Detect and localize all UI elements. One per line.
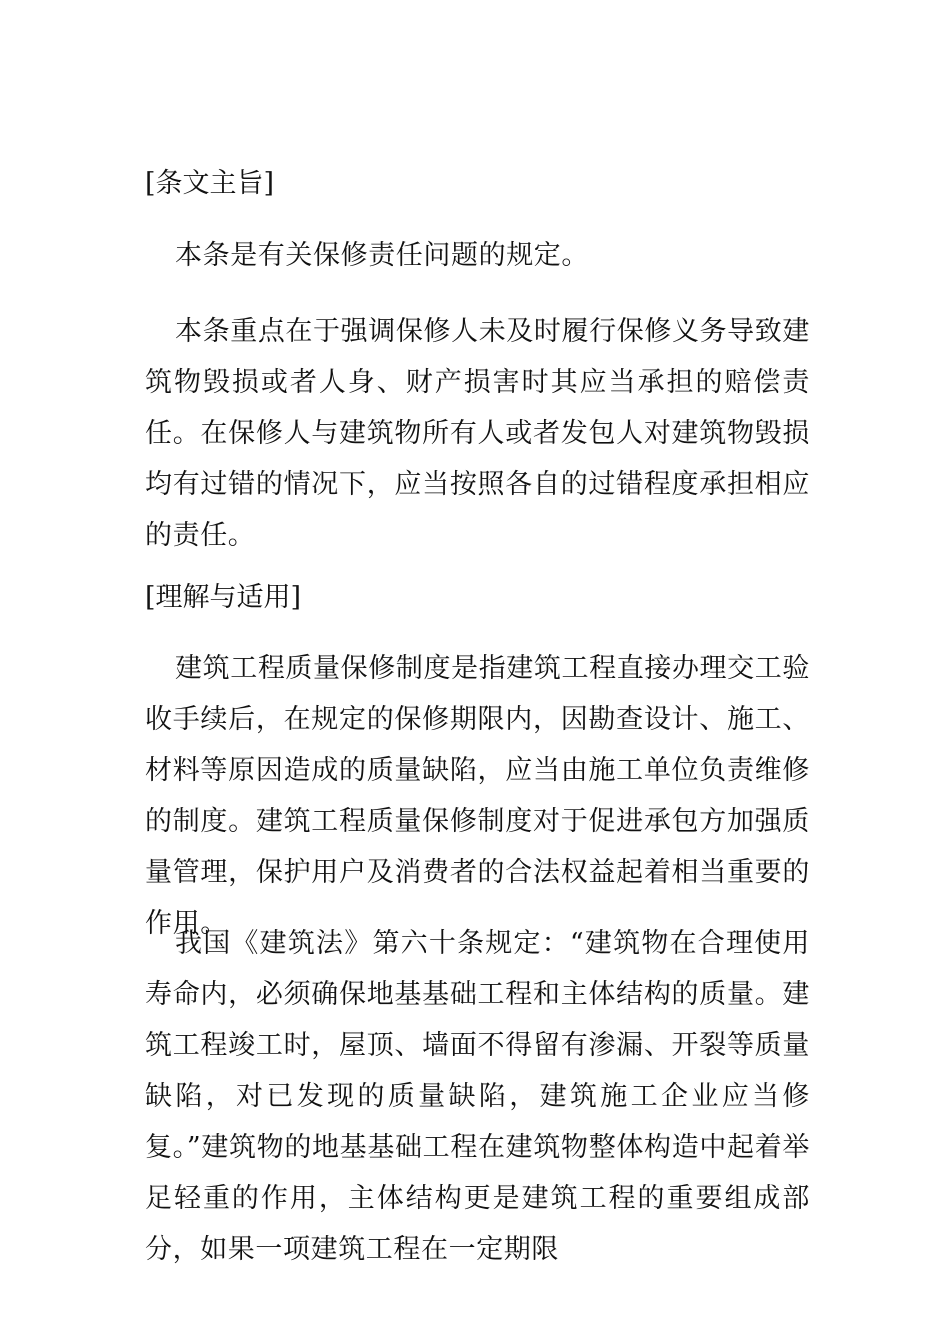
- paragraph-purpose-summary: 本条是有关保修责任问题的规定。: [175, 240, 589, 271]
- paragraph-warranty-system: 建筑工程质量保修制度是指建筑工程直接办理交工验收手续后，在规定的保修期限内，因勘查设计、施工、材料等原因造成的质量缺陷，应当由施工单位负责维修的制度。建筑工程质量保修制度对于促进承包方加强质量管理，保护用户及消费者的合法权益起着相当重要的作用。: [145, 653, 810, 939]
- paragraph-building-law: 我国《建筑法》第六十条规定：“建筑物在合理使用寿命内，必须确保地基基础工程和主体结构的质量。建筑工程竣工时，屋顶、墙面不得留有渗漏、开裂等质量缺陷，对已发现的质量缺陷，建筑施工企业应当修复。”建筑物的地基基础工程在建筑物整体构造中起着举足轻重的作用，主体结构更是建筑工程的重要组成部分，如果一项建筑工程在一定期限: [145, 928, 810, 1265]
- section-heading-interpretation: [理解与适用]: [145, 582, 302, 613]
- section-heading-purpose: [条文主旨]: [145, 168, 275, 199]
- paragraph-purpose-detail: 本条重点在于强调保修人未及时履行保修义务导致建筑物毁损或者人身、财产损害时其应当承担的赔偿责任。在保修人与建筑物所有人或者发包人对建筑物毁损均有过错的情况下，应当按照各自的过错程度承担相应的责任。: [145, 316, 810, 551]
